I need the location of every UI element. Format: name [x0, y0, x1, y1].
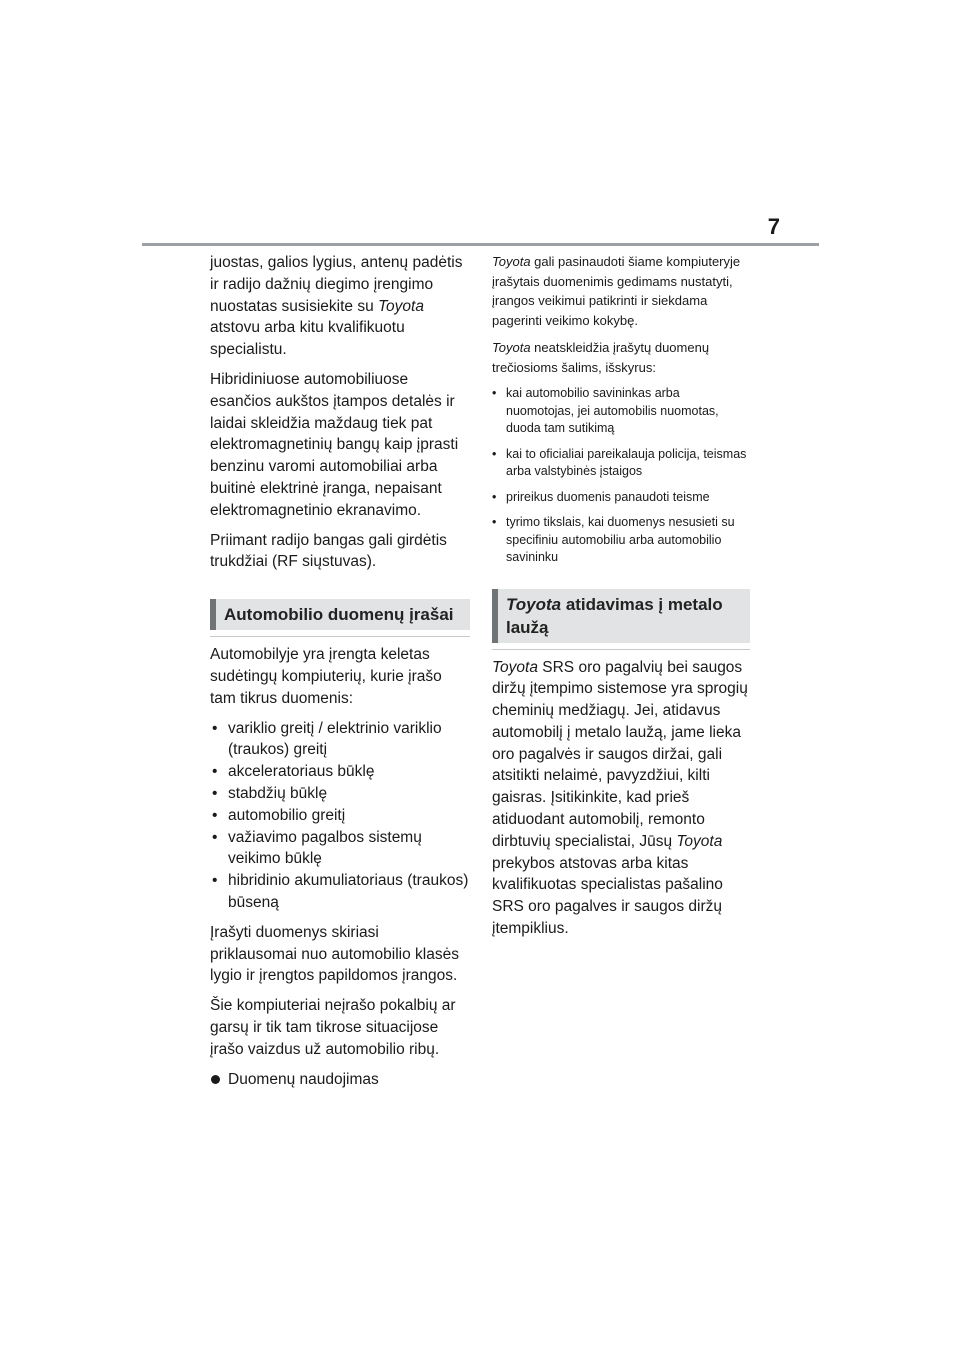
paragraph-radio: Priimant radijo bangas gali girdėtis trukdžiai (RF siųstuvas).	[210, 531, 447, 571]
top-divider	[142, 243, 819, 246]
brand-name: Toyota	[492, 340, 531, 355]
sub-section-data-usage	[210, 1069, 470, 1091]
paragraph-text: juostas, galios lygius, antenų padėtis ir radijo dažnių diegimo įrengimo nuostatas susisiekite su	[210, 254, 463, 315]
list-item: • prireikus duomenis panaudoti teisme	[492, 489, 750, 507]
paragraph-text: prekybos atstovas arba kitas kvalifikuotas specialistas pašalino SRS oro pagalves ir saugos diržų įtempiklius.	[492, 854, 723, 938]
list-item: • akceleratoriaus būklę	[210, 761, 470, 783]
paragraph-text: atstovu arba kitu kvalifikuotu specialistu.	[210, 319, 405, 359]
left-column	[210, 252, 470, 1090]
paragraph-text: SRS oro pagalvių bei saugos diržų įtempimo sistemose yra sprogių cheminių medžiagų. Jei, atidavus automobilį į metalo laužą, jame lieka oro pagalvės ir saugos diržai, gali atsitikti nelaimė, pavyzdžiui, kilti gaisras. Įsitikinkite, kad prieš atiduodant automobilį, remonto dirbtuvių specialistai, Jūsų	[492, 658, 748, 850]
list-item: • kai automobilio savininkas arba nuomotojas, jei automobilis nuomotas, duoda tam sutikimą	[492, 385, 750, 438]
list-item: • hibridinio akumuliatoriaus (traukos) būseną	[210, 870, 470, 914]
brand-name: Toyota	[378, 297, 424, 315]
page-number: 7	[767, 214, 780, 239]
list-item: • automobilio greitį	[210, 805, 470, 827]
heading-rest: atidavimas į metalo laužą	[506, 594, 723, 637]
disclosure-exceptions-list	[492, 385, 750, 567]
paragraph-varies: Įrašyti duomenys skiriasi priklausomai nuo automobilio klasės lygio ir įrengtos papildomos įrangos.	[210, 923, 459, 985]
paragraph-antenna	[210, 252, 470, 361]
paragraph-text: gali pasinaudoti šiame kompiuteryje įrašytais duomenimis gedimams nustatyti, įrangos veikimui patikrinti ir siekdama pagerinti veikimo kokybę.	[492, 254, 741, 328]
brand-name: Toyota	[492, 254, 531, 269]
section-heading-text: Automobilio duomenų įrašai	[210, 599, 470, 630]
section-heading-data-records	[210, 599, 470, 630]
brand-name: Toyota	[506, 594, 562, 614]
section-heading-text	[492, 589, 750, 643]
list-item: • važiavimo pagalbos sistemų veikimo būklę	[210, 827, 470, 871]
paragraph-hybrid: Hibridiniuose automobiliuose esančios aukštos įtampos detalės ir laidai skleidžia maždaug tiek pat elektromagnetinių bangų kaip įprasti benzinu varomi automobiliai arba buitinė elektrinė įranga, nepaisant elektromagnetinio ekranavimo.	[210, 370, 459, 519]
bullet-dot-icon	[211, 1075, 220, 1084]
list-item: • variklio greitį / elektrinio variklio (traukos) greitį	[210, 718, 470, 762]
paragraph-srs	[492, 657, 750, 940]
list-item: • kai to oficialiai pareikalauja policija, teismas arba valstybinės įstaigos	[492, 446, 750, 481]
paragraph-usage	[492, 252, 750, 330]
paragraph-no-audio: Šie kompiuteriai neįrašo pokalbių ar garsų ir tik tam tikrose situacijose įrašo vaizdus už automobilio ribų.	[210, 997, 456, 1058]
list-item: • stabdžių būklę	[210, 783, 470, 805]
recorded-data-list	[210, 718, 470, 914]
paragraph-text: neatskleidžia įrašytų duomenų trečiosioms šalims, išskyrus:	[492, 340, 710, 375]
list-item: • tyrimo tikslais, kai duomenys nesusieti su specifiniu automobiliu arba automobilio savininku	[492, 514, 750, 567]
paragraph-disclosure	[492, 338, 750, 377]
brand-name: Toyota	[676, 832, 723, 850]
brand-name: Toyota	[492, 658, 538, 676]
right-column	[492, 252, 750, 948]
sub-section-label: Duomenų naudojimas	[228, 1070, 379, 1088]
paragraph-computers: Automobilyje yra įrengta keletas sudėtingų kompiuterių, kurie įrašo tam tikrus duomenis:	[210, 646, 442, 707]
section-heading-scrapping	[492, 589, 750, 643]
